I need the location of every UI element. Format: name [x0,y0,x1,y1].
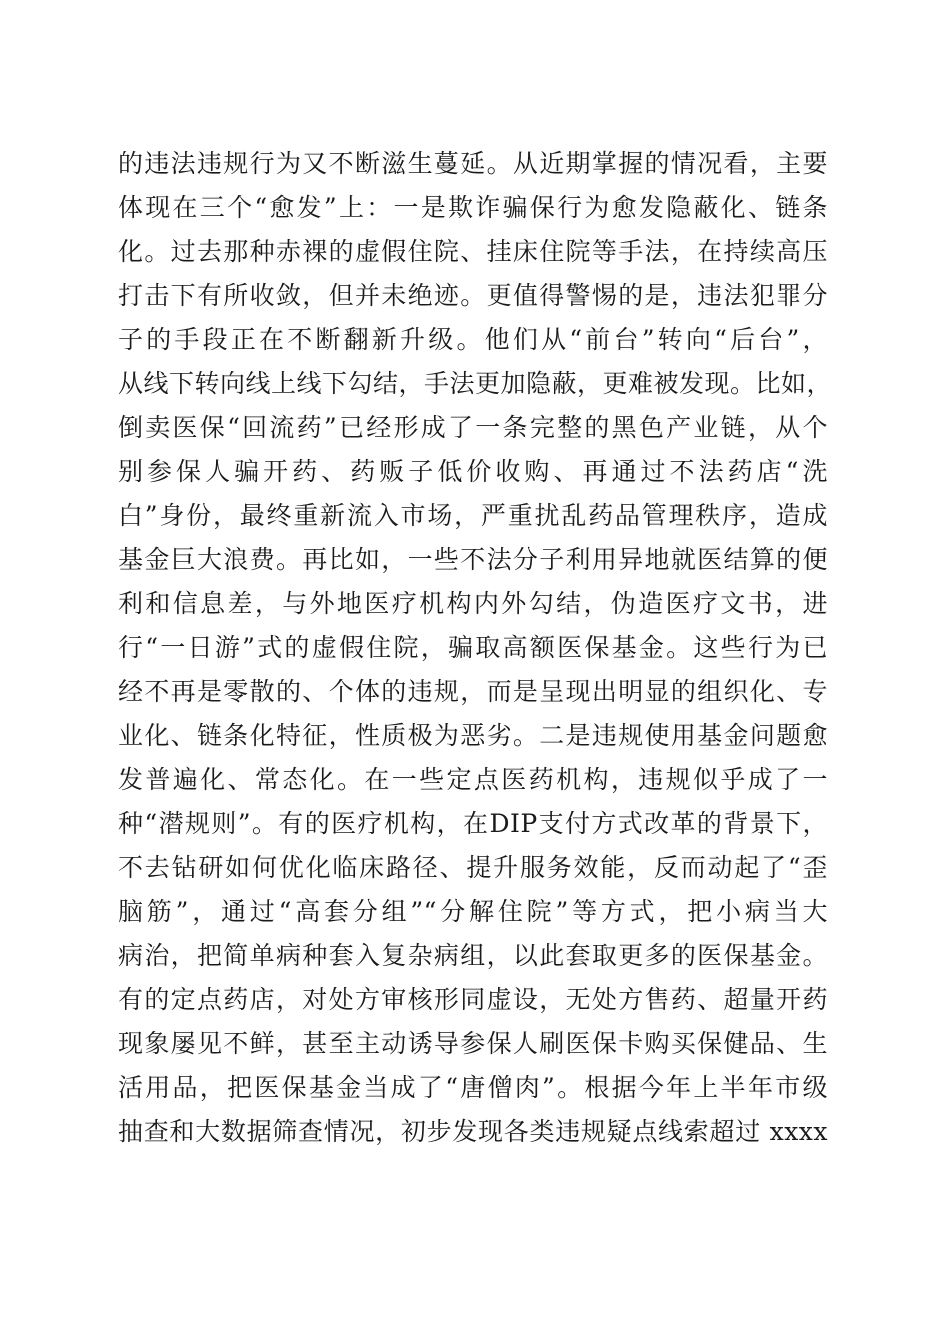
text-line-8: 别参保人骗开药、药贩子低价收购、再通过不法药店“洗 [118,457,828,486]
text-line-12: 行“一日游”式的虚假住院，骗取高额医保基金。这些行为已 [118,633,828,662]
text-line-22: 活用品，把医保基金当成了“唐僧肉”。根据今年上半年市级 [118,1073,828,1102]
text-line-1: 的违法违规行为又不断滋生蔓延。从近期掌握的情况看，主要 [118,149,828,178]
text-line-4: 打击下有所收敛，但并未绝迹。更值得警惕的是，违法犯罪分 [118,281,828,310]
text-line-17: 不去钻研如何优化临床路径、提升服务效能，反而动起了“歪 [118,853,828,882]
text-line-15: 发普遍化、常态化。在一些定点医药机构，违规似乎成了一 [118,765,828,794]
text-line-19: 病治，把简单病种套入复杂病组，以此套取更多的医保基金。 [118,941,828,970]
text-line-5: 子的手段正在不断翻新升级。他们从“前台”转向“后台”， [118,325,828,354]
text-line-21: 现象屡见不鲜，甚至主动诱导参保人刷医保卡购买保健品、生 [118,1029,828,1058]
text-line-9: 白”身份，最终重新流入市场，严重扰乱药品管理秩序，造成 [118,501,828,530]
text-line-16: 种“潜规则”。有的医疗机构，在DIP支付方式改革的背景下， [118,809,828,838]
text-line-6: 从线下转向线上线下勾结，手法更加隐蔽，更难被发现。比如， [118,369,833,398]
text-line-11: 利和信息差，与外地医疗机构内外勾结，伪造医疗文书，进 [118,589,828,618]
text-line-20: 有的定点药店，对处方审核形同虚设，无处方售药、超量开药 [118,985,828,1014]
text-line-14: 业化、链条化特征，性质极为恶劣。二是违规使用基金问题愈 [118,721,828,750]
text-line-7: 倒卖医保“回流药”已经形成了一条完整的黑色产业链，从个 [118,413,828,442]
text-line-13: 经不再是零散的、个体的违规，而是呈现出明显的组织化、专 [118,677,828,706]
text-line-3: 化。过去那种赤裸的虚假住院、挂床住院等手法，在持续高压 [118,237,828,266]
text-line-2: 体现在三个“愈发”上：一是欺诈骗保行为愈发隐蔽化、链条 [118,193,828,222]
text-line-23: 抽查和大数据筛查情况，初步发现各类违规疑点线索超过 xxxx [118,1117,828,1146]
text-line-18: 脑筋”，通过“高套分组”“分解住院”等方式，把小病当大 [118,897,828,926]
text-line-10: 基金巨大浪费。再比如，一些不法分子利用异地就医结算的便 [118,545,828,574]
body-text [118,142,833,1154]
